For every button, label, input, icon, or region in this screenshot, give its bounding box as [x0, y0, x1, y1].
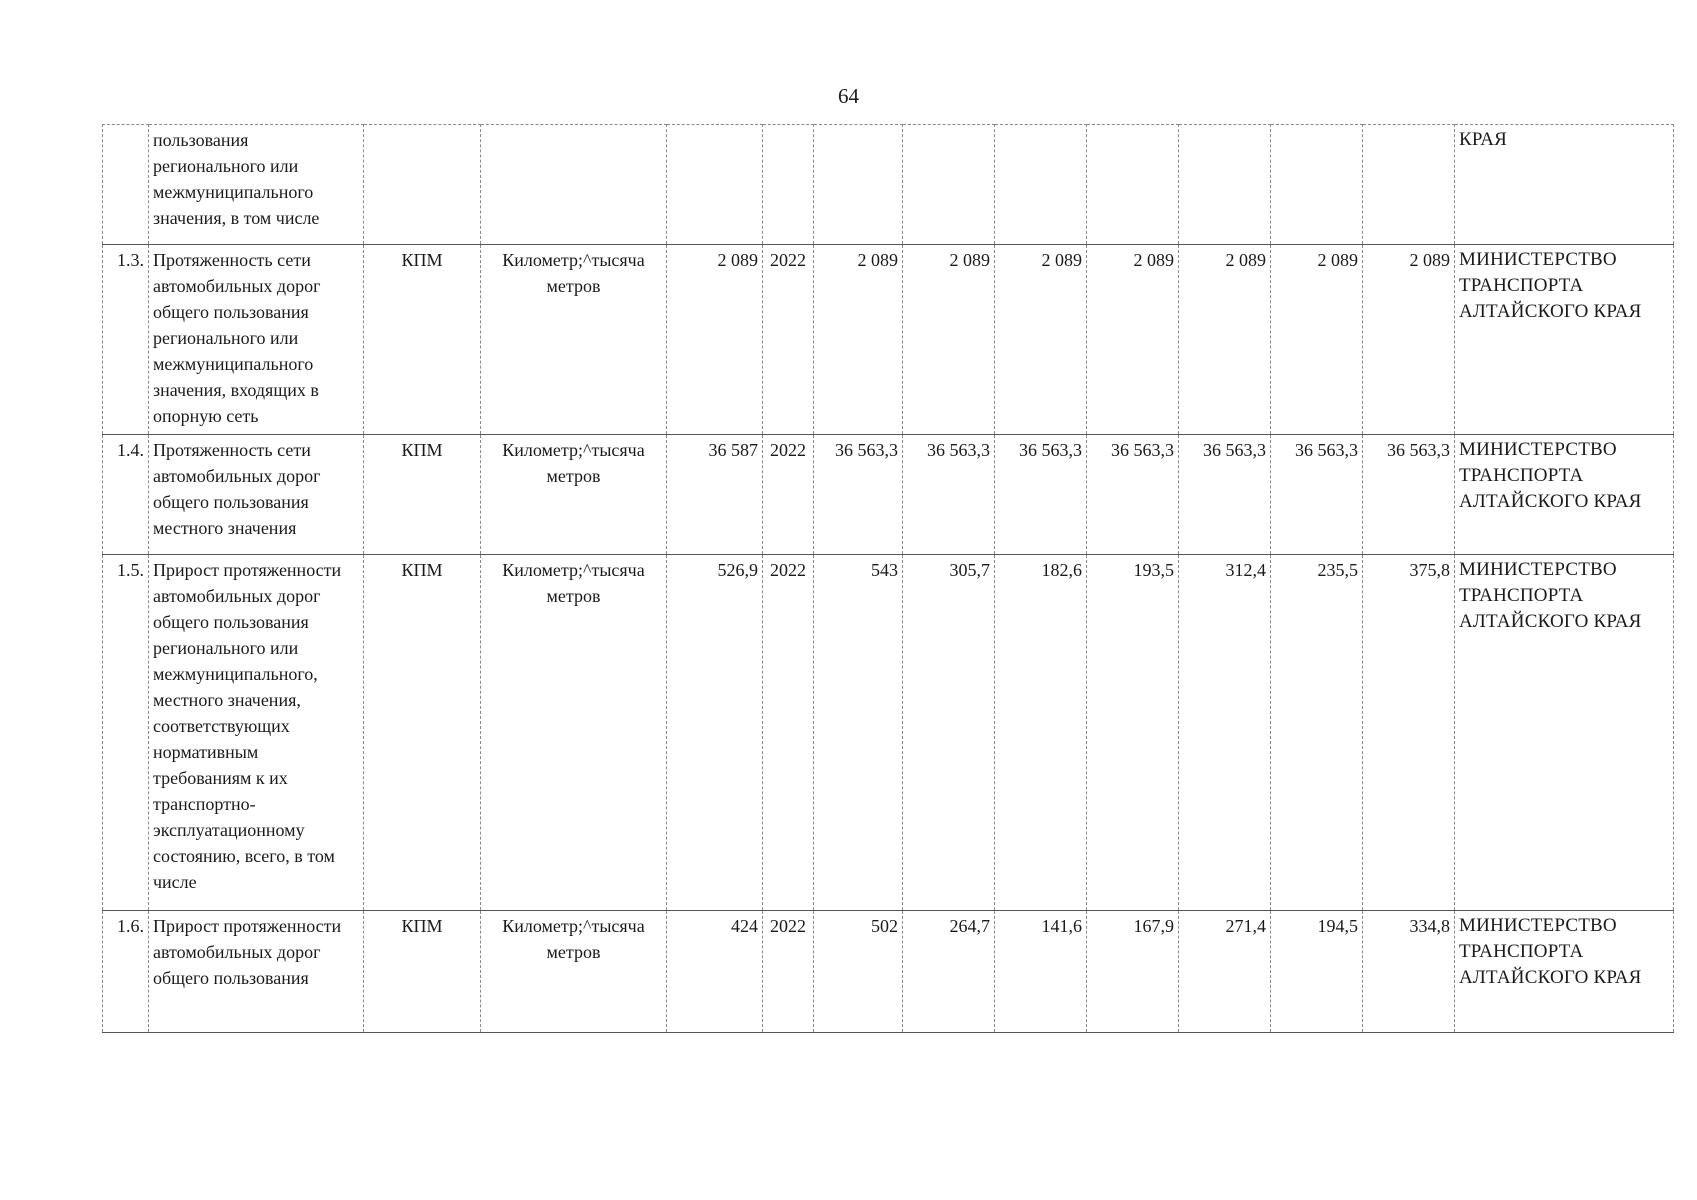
year-value: 543 — [814, 555, 903, 911]
year-value: 36 563,3 — [1363, 435, 1455, 555]
page-number: 64 — [838, 84, 859, 108]
base-year: 2022 — [763, 435, 814, 555]
year-value: 502 — [814, 911, 903, 1033]
year-value — [903, 125, 995, 245]
indicator-type: КПМ — [364, 435, 481, 555]
base-value: 526,9 — [667, 555, 763, 911]
year-value: 36 563,3 — [995, 435, 1087, 555]
table-row — [103, 245, 1674, 435]
indicator-type — [364, 125, 481, 245]
indicator-name: Прирост протяженности автомобильных дорог общего пользования — [149, 911, 364, 1033]
row-index: 1.6. — [103, 911, 149, 1033]
year-value — [814, 125, 903, 245]
year-value: 182,6 — [995, 555, 1087, 911]
indicator-name: пользования регионального или межмуниципального значения, в том числе — [149, 125, 364, 245]
year-value: 2 089 — [1087, 245, 1179, 435]
year-value: 167,9 — [1087, 911, 1179, 1033]
base-value: 424 — [667, 911, 763, 1033]
year-value: 2 089 — [1363, 245, 1455, 435]
indicators-table — [102, 124, 1674, 1033]
base-year: 2022 — [763, 555, 814, 911]
year-value — [995, 125, 1087, 245]
year-value — [1271, 125, 1363, 245]
base-year: 2022 — [763, 911, 814, 1033]
indicator-type: КПМ — [364, 245, 481, 435]
unit-of-measure — [481, 125, 667, 245]
year-value: 2 089 — [995, 245, 1087, 435]
year-value: 36 563,3 — [903, 435, 995, 555]
unit-of-measure: Километр;^тысяча метров — [481, 435, 667, 555]
unit-of-measure: Километр;^тысяча метров — [481, 245, 667, 435]
year-value: 36 563,3 — [1271, 435, 1363, 555]
year-value: 312,4 — [1179, 555, 1271, 911]
indicator-name: Протяженность сети автомобильных дорог общего пользования регионального или межмуниципального значения, входящих в опорную сеть — [149, 245, 364, 435]
year-value: 2 089 — [903, 245, 995, 435]
year-value: 2 089 — [814, 245, 903, 435]
table-row — [103, 911, 1674, 1033]
year-value: 193,5 — [1087, 555, 1179, 911]
indicator-type: КПМ — [364, 911, 481, 1033]
year-value — [1363, 125, 1455, 245]
unit-of-measure: Километр;^тысяча метров — [481, 911, 667, 1033]
responsible-org: МИНИСТЕРСТВО ТРАНСПОРТА АЛТАЙСКОГО КРАЯ — [1455, 435, 1674, 555]
year-value: 334,8 — [1363, 911, 1455, 1033]
year-value: 271,4 — [1179, 911, 1271, 1033]
year-value: 2 089 — [1271, 245, 1363, 435]
responsible-org: МИНИСТЕРСТВО ТРАНСПОРТА АЛТАЙСКОГО КРАЯ — [1455, 911, 1674, 1033]
year-value: 36 563,3 — [1179, 435, 1271, 555]
year-value: 264,7 — [903, 911, 995, 1033]
base-value — [667, 125, 763, 245]
row-index: 1.3. — [103, 245, 149, 435]
year-value: 36 563,3 — [1087, 435, 1179, 555]
indicator-type: КПМ — [364, 555, 481, 911]
responsible-org: МИНИСТЕРСТВО ТРАНСПОРТА АЛТАЙСКОГО КРАЯ — [1455, 245, 1674, 435]
responsible-org: КРАЯ — [1455, 125, 1674, 245]
year-value: 141,6 — [995, 911, 1087, 1033]
unit-of-measure: Километр;^тысяча метров — [481, 555, 667, 911]
base-value: 2 089 — [667, 245, 763, 435]
table-row — [103, 435, 1674, 555]
base-year: 2022 — [763, 245, 814, 435]
row-index — [103, 125, 149, 245]
base-value: 36 587 — [667, 435, 763, 555]
year-value: 235,5 — [1271, 555, 1363, 911]
base-year — [763, 125, 814, 245]
table-row — [103, 555, 1674, 911]
year-value: 36 563,3 — [814, 435, 903, 555]
responsible-org: МИНИСТЕРСТВО ТРАНСПОРТА АЛТАЙСКОГО КРАЯ — [1455, 555, 1674, 911]
year-value: 375,8 — [1363, 555, 1455, 911]
table-row — [103, 125, 1674, 245]
year-value: 305,7 — [903, 555, 995, 911]
row-index: 1.5. — [103, 555, 149, 911]
indicator-name: Протяженность сети автомобильных дорог общего пользования местного значения — [149, 435, 364, 555]
year-value — [1087, 125, 1179, 245]
year-value: 2 089 — [1179, 245, 1271, 435]
indicator-name: Прирост протяженности автомобильных дорог общего пользования регионального или межмуниципального, местного значения, соответствующих нормативным требованиям к их транспортно-эксплуатационному состоянию, всего, в том числе — [149, 555, 364, 911]
row-index: 1.4. — [103, 435, 149, 555]
year-value: 194,5 — [1271, 911, 1363, 1033]
year-value — [1179, 125, 1271, 245]
